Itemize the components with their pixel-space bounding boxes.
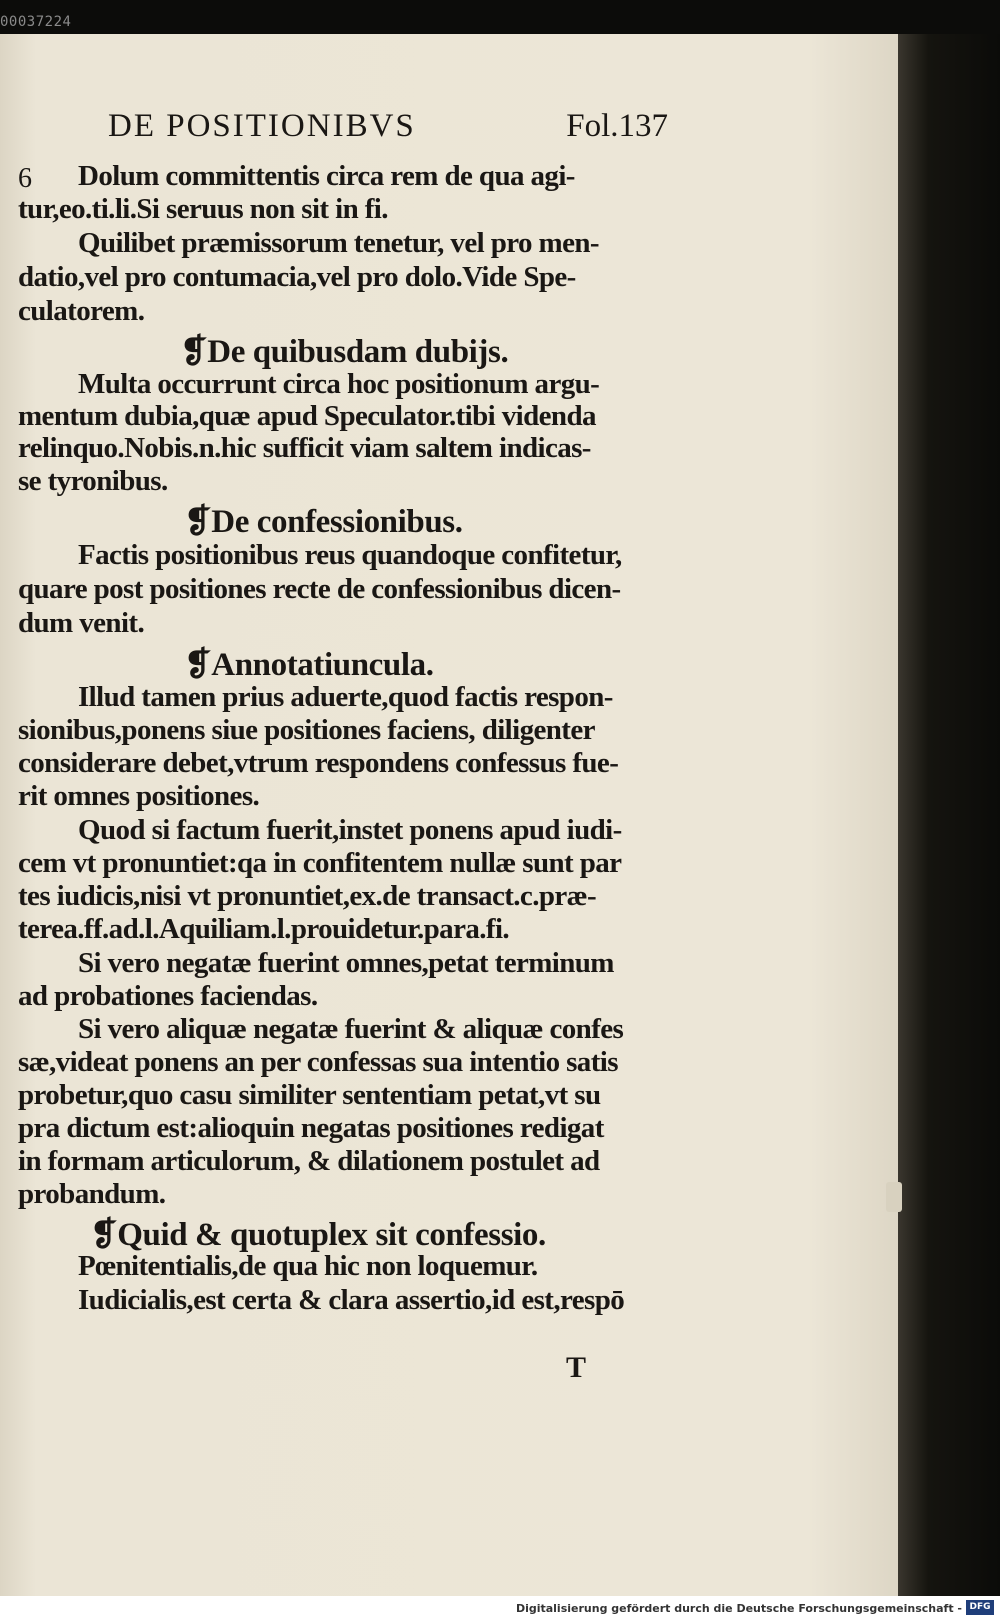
text-line: probetur,quo casu similiter sententiam petat,vt su: [18, 1079, 601, 1111]
pilcrow-mark: ❡: [90, 1217, 118, 1253]
pilcrow-mark: ❡: [184, 504, 212, 540]
text-line: Dolum committentis circa rem de qua agi-: [78, 160, 575, 192]
section-heading: ❡Annotatiuncula.: [184, 647, 434, 683]
text-line: tur,eo.ti.li.Si seruus non sit in fi.: [18, 193, 388, 225]
text-line: sæ,videat ponens an per confessas sua intentio satis: [18, 1046, 618, 1078]
pilcrow-mark: ❡: [180, 334, 208, 370]
pilcrow-mark: ❡: [184, 647, 212, 683]
text-line: tes iudicis,nisi vt pronuntiet,ex.de transact.c.præ-: [18, 880, 597, 912]
text-line: mentum dubia,quæ apud Speculator.tibi videnda: [18, 400, 596, 432]
text-line: ad probationes faciendas.: [18, 980, 318, 1012]
text-line: Multa occurrunt circa hoc positionum argu-: [78, 368, 600, 400]
text-line: quare post positiones recte de confessionibus dicen-: [18, 573, 621, 605]
text-line: probandum.: [18, 1178, 166, 1210]
text-line: in formam articulorum, & dilationem postulet ad: [18, 1145, 600, 1177]
text-line: rit omnes positiones.: [18, 780, 260, 812]
text-line: cem vt pronuntiet:qa in confitentem nullæ sunt par: [18, 847, 622, 879]
running-head-title: DE POSITIONIBVS: [108, 108, 416, 144]
text-line: Factis positionibus reus quandoque confitetur,: [78, 539, 622, 571]
text-line: se tyronibus.: [18, 465, 168, 497]
running-head: [108, 108, 668, 152]
text-line: culatorem.: [18, 295, 145, 327]
footer-credit: Digitalisierung gefördert durch die Deutsche Forschungsgemeinschaft -: [515, 1602, 962, 1615]
text-line: Illud tamen prius aduerte,quod factis respon-: [78, 681, 613, 713]
text-line: Si vero negatæ fuerint omnes,petat terminum: [78, 947, 614, 979]
section-heading: ❡De quibusdam dubijs.: [180, 334, 509, 370]
text-line: sionibus,ponens siue positiones faciens, diligenter: [18, 714, 595, 746]
section-heading: ❡Quid & quotuplex sit confessio.: [90, 1217, 546, 1253]
section-heading: ❡De confessionibus.: [184, 504, 463, 540]
text-line: Quod si factum fuerit,instet ponens apud iudi-: [78, 814, 622, 846]
text-line: datio,vel pro contumacia,vel pro dolo.Vide Spe-: [18, 261, 576, 293]
catchword: T: [566, 1351, 587, 1384]
text-line: Iudicialis,est certa & clara assertio,id est,respō: [78, 1284, 625, 1316]
text-line: terea.ff.ad.l.Aquiliam.l.prouidetur.para.fi.: [18, 913, 510, 945]
text-line: Pœnitentialis,de qua hic non loquemur.: [78, 1250, 538, 1282]
text-line: relinquo.Nobis.n.hic sufficit viam saltem indicas-: [18, 432, 591, 464]
text-line: considerare debet,vtrum respondens confessus fue-: [18, 747, 619, 779]
folio-number: Fol.137: [566, 108, 668, 144]
text-line: Quilibet præmissorum tenetur, vel pro men-: [78, 227, 599, 259]
text-line: Si vero aliquæ negatæ fuerint & aliquæ confes: [78, 1013, 624, 1045]
text-line: dum venit.: [18, 607, 145, 639]
page-gutter-shadow: [898, 34, 1000, 1596]
page-edge-tab: [886, 1182, 902, 1212]
margin-number: 6: [18, 163, 32, 194]
text-line: pra dictum est:alioquin negatas positiones redigat: [18, 1112, 604, 1144]
dfg-logo: DFG: [966, 1600, 994, 1615]
scan-id-label: 00037224: [0, 14, 72, 30]
